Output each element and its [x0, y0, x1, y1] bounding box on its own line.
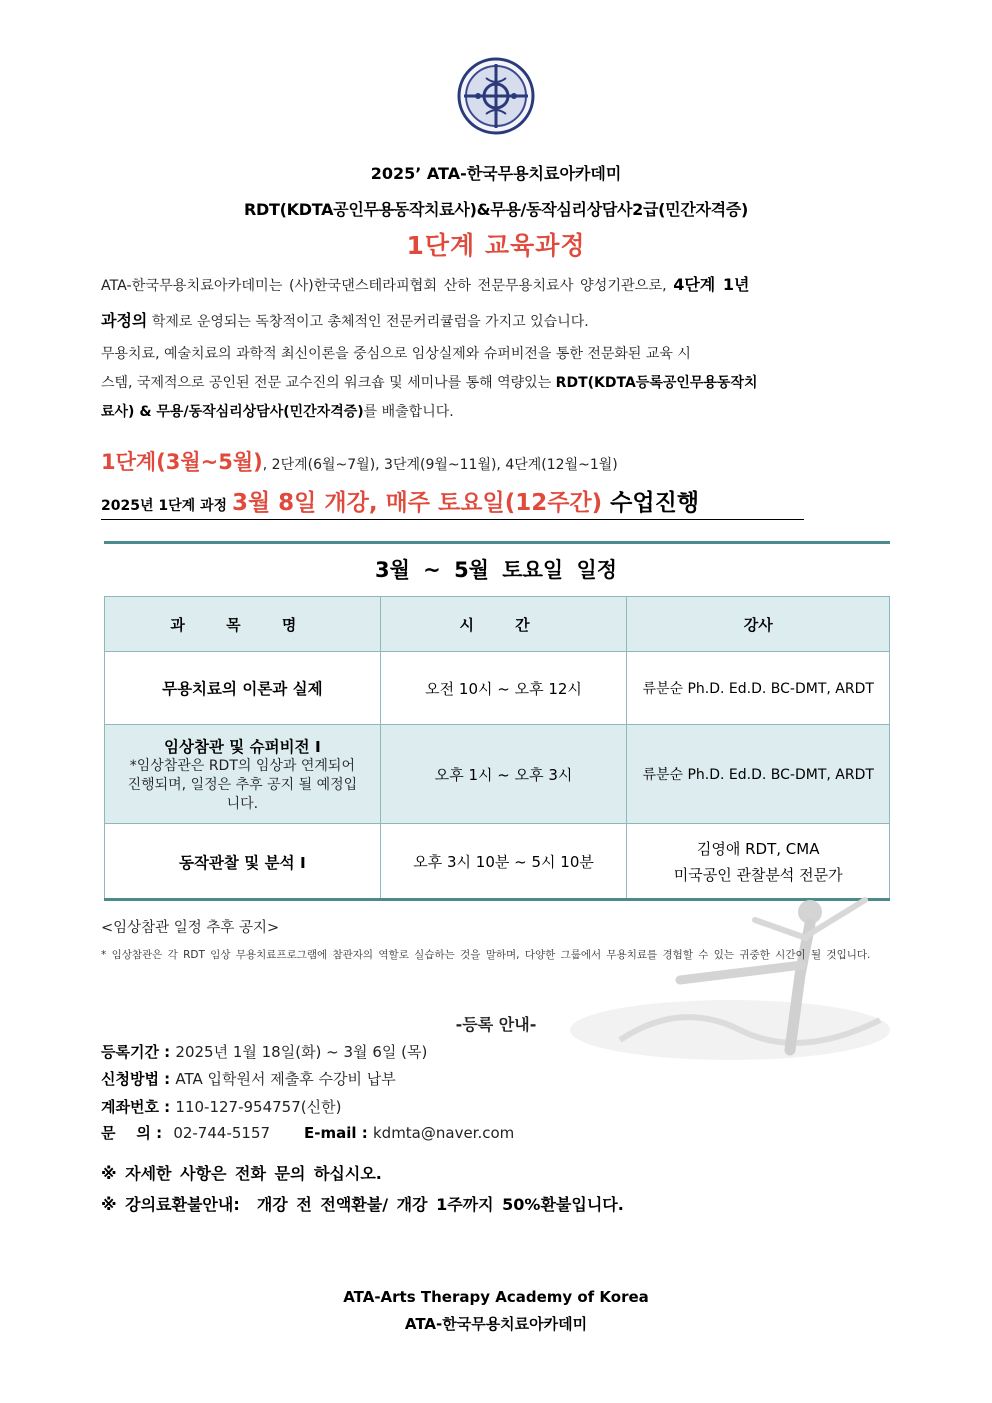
bank-account: 계좌번호 : 110-127-954757(신한): [101, 1098, 342, 1116]
registration-title: -등록 안내-: [455, 1015, 537, 1034]
top-divider: [104, 541, 890, 544]
header-title-line1: 2025’ ATA-한국무용치료아카데미: [370, 164, 622, 183]
table-header-row: [105, 597, 890, 652]
table-row: [105, 725, 890, 824]
subject-note: *임상참관은 RDT의 임상과 연계되어 진행되며, 일정은 추후 공지 될 예정입니다.: [127, 757, 358, 812]
registration-period: 등록기간 : 2025년 1월 18일(화) ~ 3월 6일 (목): [101, 1043, 428, 1061]
stage-schedule: [101, 446, 618, 476]
lecturer-cell: 류분순 Ph.D. Ed.D. BC-DMT, ARDT: [627, 725, 890, 824]
refund-notice: ※ 강의료환불안내: 개강 전 전액환불/ 개강 1주까지 50%환불입니다.: [101, 1195, 624, 1214]
email-address: kdmta@naver.com: [372, 1124, 515, 1142]
opening-date: 3월 8일 개강, 매주 토요일(12주간): [231, 490, 603, 516]
footer-english-name: ATA-Arts Therapy Academy of Korea: [343, 1288, 649, 1306]
dancer-illustration: [560, 880, 900, 1070]
other-stages: , 2단계(6월~7월), 3단계(9월~11월), 4단계(12월~1월): [262, 457, 618, 473]
time-cell: 오전 10시 ~ 오후 12시: [380, 652, 627, 725]
subject-cell: 동작관찰 및 분석 I: [105, 824, 381, 900]
subject-cell: 무용치료의 이론과 실제: [105, 652, 381, 725]
intro-paragraph-line1: ATA-한국무용치료아카데미는 (사)한국댄스테라피협회 산하 전문무용치료사 양성기관으로, 4단계 1년: [101, 275, 750, 294]
schedule-table: [104, 596, 890, 900]
course-title: 1단계 교육과정: [406, 231, 586, 260]
phone-number: 02-744-5157: [173, 1124, 271, 1142]
intro-paragraph-line2: 과정의 학제로 운영되는 독창적이고 총체적인 전문커리큘럼을 가지고 있습니다.: [101, 311, 589, 330]
header-lecturer: 강사: [627, 597, 890, 652]
lecturer-cell: 류분순 Ph.D. Ed.D. BC-DMT, ARDT: [627, 652, 890, 725]
opening-info: 2025년 1단계 과정 3월 8일 개강, 매주 토요일(12주간) 수업진행: [101, 484, 804, 520]
clinical-notice-text: * 임상참관은 각 RDT 임상 무용치료프로그램에 참관자의 역할로 실습하는 것을 말하며, 다양한 그룹에서 무용치료를 경험할 수 있는 귀중한 시간이 될 것입니다.: [101, 949, 871, 961]
header-time: 시 간: [380, 597, 627, 652]
contact-info: 문 의 : 02-744-5157 E-mail : kdmta@naver.com: [101, 1124, 515, 1142]
intro-paragraph-line3: 무용치료, 예술치료의 과학적 최신이론을 중심으로 임상실제와 슈퍼비전을 통한 전문화된 교육 시: [101, 346, 691, 362]
inquiry-notice: ※ 자세한 사항은 전화 문의 하십시오.: [101, 1164, 382, 1183]
header-title-line2: RDT(KDTA공인무용동작치료사)&무용/동작심리상담사2급(민간자격증): [244, 200, 748, 219]
time-cell: 오후 1시 ~ 오후 3시: [380, 725, 627, 824]
header-subject: 과 목 명: [105, 597, 381, 652]
clinical-notice-title: <임상참관 일정 추후 공지>: [101, 920, 280, 936]
time-cell: 오후 3시 10분 ~ 5시 10분: [380, 824, 627, 900]
stage1-label: 1단계(3월~5월): [101, 450, 263, 474]
lecturer-cell: 김영애 RDT, CMA 미국공인 관찰분석 전문가: [627, 824, 890, 900]
table-row: [105, 652, 890, 725]
intro-paragraph-line4: 스템, 국제적으로 공인된 전문 교수진의 워크숍 및 세미나를 통해 역량있는 RDT(KDTA등록공인무용동작치: [101, 375, 758, 391]
academy-logo: [456, 56, 536, 136]
footer-korean-name: ATA-한국무용치료아카데미: [404, 1315, 588, 1333]
intro-paragraph-line5: 료사) & 무용/동작심리상담사(민간자격증)를 배출합니다.: [101, 404, 454, 420]
schedule-title: 3월 ~ 5월 토요일 일정: [374, 558, 618, 582]
subject-cell: 임상참관 및 슈퍼비전 I *임상참관은 RDT의 임상과 연계되어 진행되며, 일정은 추후 공지 될 예정입니다.: [105, 725, 381, 824]
registration-method: 신청방법 : ATA 입학원서 제출후 수강비 납부: [101, 1070, 396, 1088]
